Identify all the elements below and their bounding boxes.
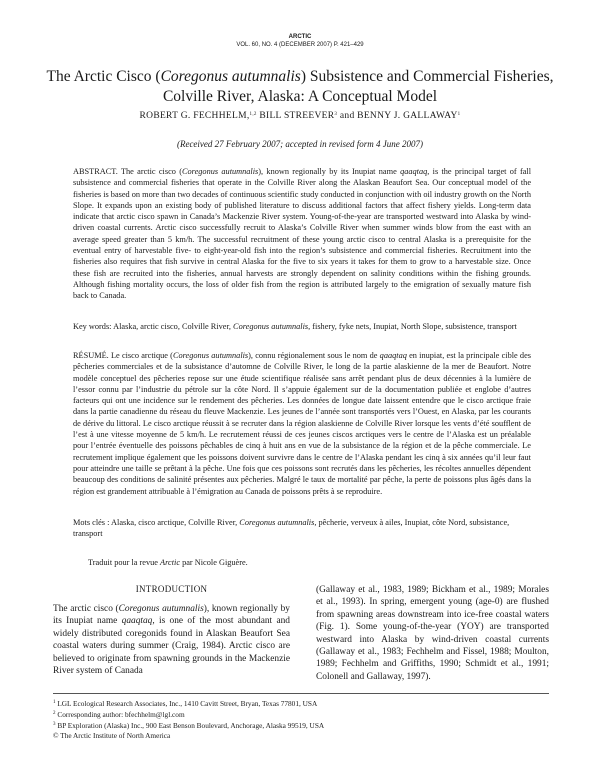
resume-species: Coregonus autumnalis — [172, 351, 249, 360]
received-dates: (Received 27 February 2007; accepted in revised form 4 June 2007) — [176, 139, 424, 149]
resume-label: RÉSUMÉ. — [73, 351, 109, 360]
footnote-1 — [53, 699, 553, 710]
resume-text: en inupiat, est la principale cible des pêcheries commerciales et de la subsistance d’automne de Colville River, le long de la partie alaskienne de la mer de Beaufort. Notre modèle conceptuel des pêcheries repose sur une étude scientifique réalisée sans arrêt pendant plus de deux décennies à la lumière de l’essor connu par l’industrie du pétrole sur la côte Nord. Il s’appuie également sur de la documentation publiée et englobe d’autres facteurs qui ont une incidence sur le rendement des pêcheries. Les données de longue date laissent entendre que le cisco arctique fraie dans la partie canadienne du réseau du fleuve Mackenzie. Les jeunes de l’année sont transportés vers l’Ouest, en Alaska, par les courants de dérive du littoral. Le cisco arctique réussit à se recruter dans la région alaskienne de Colville River lorsque les vents d’été soufflent de l’est à une vitesse moyenne de 5 km/h. Le recrutement réussi de ces jeunes ciscos arctiques vers le centre de l’Alaska est un préalable pour l’entrée éventuelle des poissons pêchables de cinq à huit ans en vue de la subsistance de la région et de la pêche commerciale. Le recrutement implique également que les poissons doivent survivre dans le centre de l’Alaska pendant les cinq à six années qu’il leur faut pour atteindre une taille se prêtant à la pêche. Une fois que ces poissons sont recrutés dans les pêcheries, les récoltes annuelles dépendent beaucoup des conditions de salinité présentes aux pêcheries. Malgré le taux de mortalité par pêche, la perte de poissons plus âgés dans la région est grandement attribuable à l’émigration au Canada de poissons prêts à se reproduire. — [73, 351, 531, 496]
mots-cles-text: , pêcherie, verveux à ailes, Inupiat, côte Nord, subsistance, transport — [73, 518, 510, 539]
introduction-heading: INTRODUCTION — [135, 584, 208, 594]
abstract-native-name: qaaqtaq — [400, 167, 428, 176]
translation-credit — [88, 558, 248, 567]
intro-text: The arctic cisco ( — [53, 604, 119, 614]
footnote-2-marker: 2 — [53, 710, 56, 716]
intro-text: , is one of the most abundant and widely distributed coregonids found in Alaskan Beaufort Sea coastal waters during summer (Craig, 1984). Arctic cisco are believed to originate from spawning grounds in the Mackenzie River system of Canada — [53, 616, 290, 677]
title-species: Coregonus autumnalis — [160, 68, 301, 85]
article-title — [40, 67, 560, 107]
translation-text: Traduit pour la revue — [88, 558, 161, 567]
intro-native-name: qaaqtaq — [121, 616, 153, 627]
abstract-text: ), known regionally by its Inupiat name — [258, 167, 401, 176]
intro-species: Coregonus autumnalis — [118, 604, 204, 614]
author-3: and BENNY J. GALLAWAY — [337, 111, 458, 121]
abstract — [73, 166, 531, 302]
keywords-text: , fishery, fyke nets, Inupiat, North Slope, subsistence, transport — [308, 322, 517, 331]
resume — [73, 350, 531, 497]
author-2-affil: 3 — [334, 112, 338, 117]
author-3-affil: 1 — [457, 112, 461, 117]
keywords-label: Key words: — [73, 322, 112, 331]
keywords-text: Alaska, arctic cisco, Colville River, — [111, 322, 234, 331]
journal-name: ARCTIC — [288, 34, 312, 40]
abstract-text: , is the principal target of fall subsistence and commercial fisheries that operate in the Colville River along the Alaskan Beaufort Sea. Our conceptual model of the fisheries is based on more than two decades of continuous scientific study conducted in conjunction with oil industry growth on the North Slope. It expands upon an existing body of published literature to discuss additional factors that affect fishery yields. Long-term data indicate that arctic cisco spawn in Canada’s Mackenzie River system. Young-of-the-year are transported westward into Alaska by wind-driven coastal currents. Arctic cisco successfully recruit to Alaska’s Colville River when summer winds blow from the east with an average speed greater than 5 km/h. The successful recruitment of these young arctic cisco to central Alaska is a prerequisite for the eventual entry of harvestable five- to eight-year-old fish into the region’s subsistence and commercial fisheries. Recruitment into the fisheries also requires that fish survive in central Alaska for the five to six years it takes for them to grow to a harvestable size. Once these fish are recruited into the fisheries, annual harvests are strongly dependent on salinity conditions within the fishing grounds. Although fishing mortality occurs, the loss of older fish from the region is attributed largely to the emigration of sexually mature fish back to Canada. — [73, 167, 532, 301]
copyright-line: © The Arctic Institute of North America — [53, 731, 171, 741]
footnote-3-marker: 3 — [53, 721, 56, 727]
keywords — [73, 321, 531, 332]
footnote-1-marker: 1 — [53, 700, 56, 705]
volume-info: VOL. 60, NO. 4 (DECEMBER 2007) P. 421–429 — [236, 42, 364, 48]
abstract-label: ABSTRACT. — [73, 167, 118, 176]
title-text: The Arctic Cisco ( — [46, 68, 161, 85]
footnote-2 — [53, 710, 553, 721]
keywords-species: Coregonus autumnalis — [233, 322, 309, 331]
title-text-2: ) Subsistence and Commercial Fisheries, — [300, 68, 554, 85]
mots-cles-text: Alaska, cisco arctique, Colville River, — [109, 518, 240, 527]
translation-journal: Arctic — [160, 558, 181, 567]
intro-text: ), known regionally by its Inupiat name — [53, 604, 290, 627]
mots-cles-label: Mots clés : — [73, 518, 110, 527]
author-1-affil: 1,2 — [249, 112, 257, 117]
author-2: BILL STREEVER — [256, 111, 335, 121]
translation-text: par Nicole Giguère. — [180, 558, 248, 567]
footnote-2-text: Corresponding author: bfechhelm@lgl.com — [55, 709, 185, 719]
introduction-left-column — [53, 603, 290, 677]
mots-cles — [73, 517, 531, 540]
footnote-3-text: BP Exploration (Alaska) Inc., 900 East Benson Boulevard, Anchorage, Alaska 99519, USA — [55, 720, 325, 730]
resume-native-name: qaaqtaq — [379, 351, 407, 360]
introduction-right-column: (Gallaway et al., 1983, 1989; Bickham et al., 1989; Morales et al., 1993). In spring, emergent young (age-0) are flushed from spawning areas downstream into ice-free coastal waters (Fig. 1). Some young-of-the-year (YOY) are transported westward into Alaska by wind-driven coastal currents (Gallaway et al., 1983; Fechhelm and Fissel, 1988; Moulton, 1989; Fechhelm and Griffiths, 1990; Schmidt et al., 1991; Colonell and Gallaway, 1997). — [316, 585, 549, 682]
title-line-2: Colville River, Alaska: A Conceptual Model — [162, 88, 438, 105]
journal-header — [0, 33, 600, 49]
footnote-1-text: LGL Ecological Research Associates, Inc., 1410 Cavitt Street, Bryan, Texas 77801, USA — [55, 699, 318, 708]
resume-text: Le cisco arctique ( — [108, 351, 173, 360]
author-list — [40, 111, 560, 121]
footnote-3 — [53, 721, 553, 732]
resume-text: ), connu régionalement sous le nom de — [248, 351, 380, 360]
footnotes — [53, 699, 553, 742]
abstract-species: Coregonus autumnalis — [181, 167, 259, 176]
mots-cles-species: Coregonus autumnalis — [239, 518, 315, 527]
footnote-divider — [53, 693, 549, 694]
author-1: ROBERT G. FECHHELM, — [139, 111, 250, 121]
abstract-text: The arctic cisco ( — [117, 167, 182, 176]
